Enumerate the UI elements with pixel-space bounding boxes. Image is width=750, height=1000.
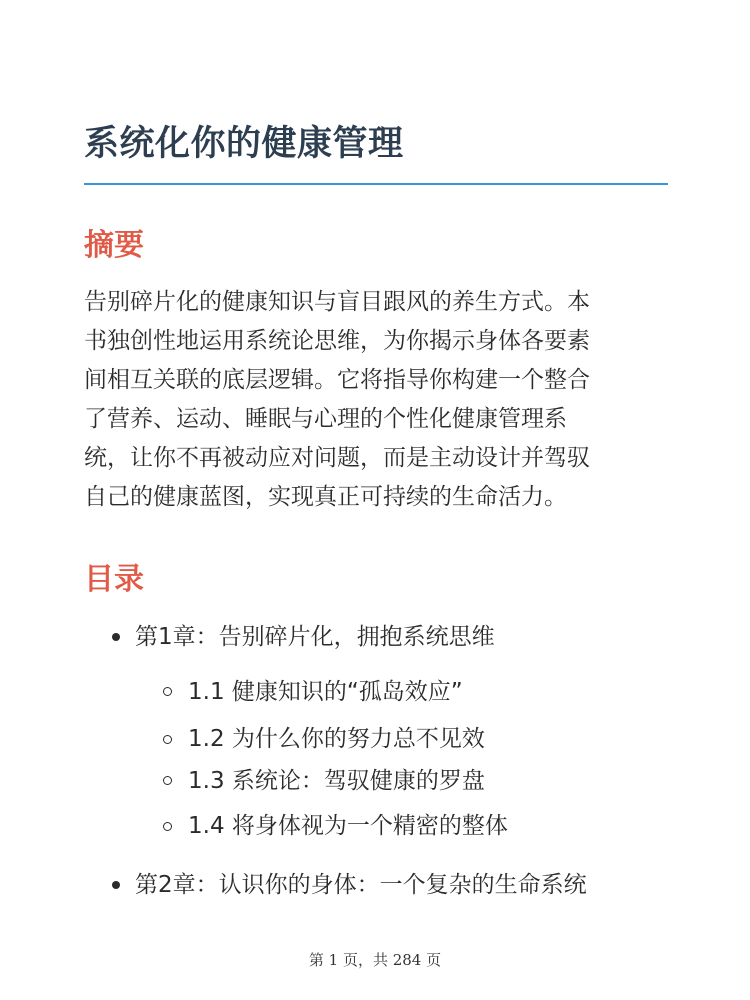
abstract-paragraph [84, 283, 674, 517]
page-footer: 第 1 页，共 284 页 [308, 951, 442, 969]
abstract-line: 自己的健康蓝图，实现真正可持续的生命活力。 [84, 484, 567, 510]
toc-section-1-1: 1.1 健康知识的“孤岛效应” [188, 679, 463, 705]
circle-bullet-icon [163, 776, 172, 785]
abstract-line: 间相互关联的底层逻辑。它将指导你构建一个整合 [84, 367, 590, 393]
circle-bullet-icon [163, 687, 172, 696]
disc-bullet-icon [112, 633, 120, 641]
toc-section-1-4: 1.4 将身体视为一个精密的整体 [188, 813, 508, 839]
abstract-heading: 摘要 [84, 228, 144, 263]
abstract-line: 统，让你不再被动应对问题，而是主动设计并驾驭 [84, 445, 590, 471]
abstract-line: 书独创性地运用系统论思维，为你揭示身体各要素 [84, 328, 590, 354]
circle-bullet-icon [163, 822, 172, 831]
abstract-line: 告别碎片化的健康知识与盲目跟风的养生方式。本 [84, 289, 590, 315]
abstract-line: 了营养、运动、睡眠与心理的个性化健康管理系 [84, 406, 567, 432]
toc-chapter-1: 第1章：告别碎片化，拥抱系统思维 [135, 624, 495, 650]
toc-section-1-3: 1.3 系统论：驾驭健康的罗盘 [188, 768, 485, 794]
disc-bullet-icon [112, 881, 120, 889]
document-title: 系统化你的健康管理 [84, 124, 404, 164]
toc-chapter-2: 第2章：认识你的身体：一个复杂的生命系统 [135, 872, 587, 898]
circle-bullet-icon [163, 735, 172, 744]
toc-section-1-2: 1.2 为什么你的努力总不见效 [188, 726, 485, 752]
title-divider [84, 183, 668, 185]
toc-heading: 目录 [84, 562, 144, 597]
